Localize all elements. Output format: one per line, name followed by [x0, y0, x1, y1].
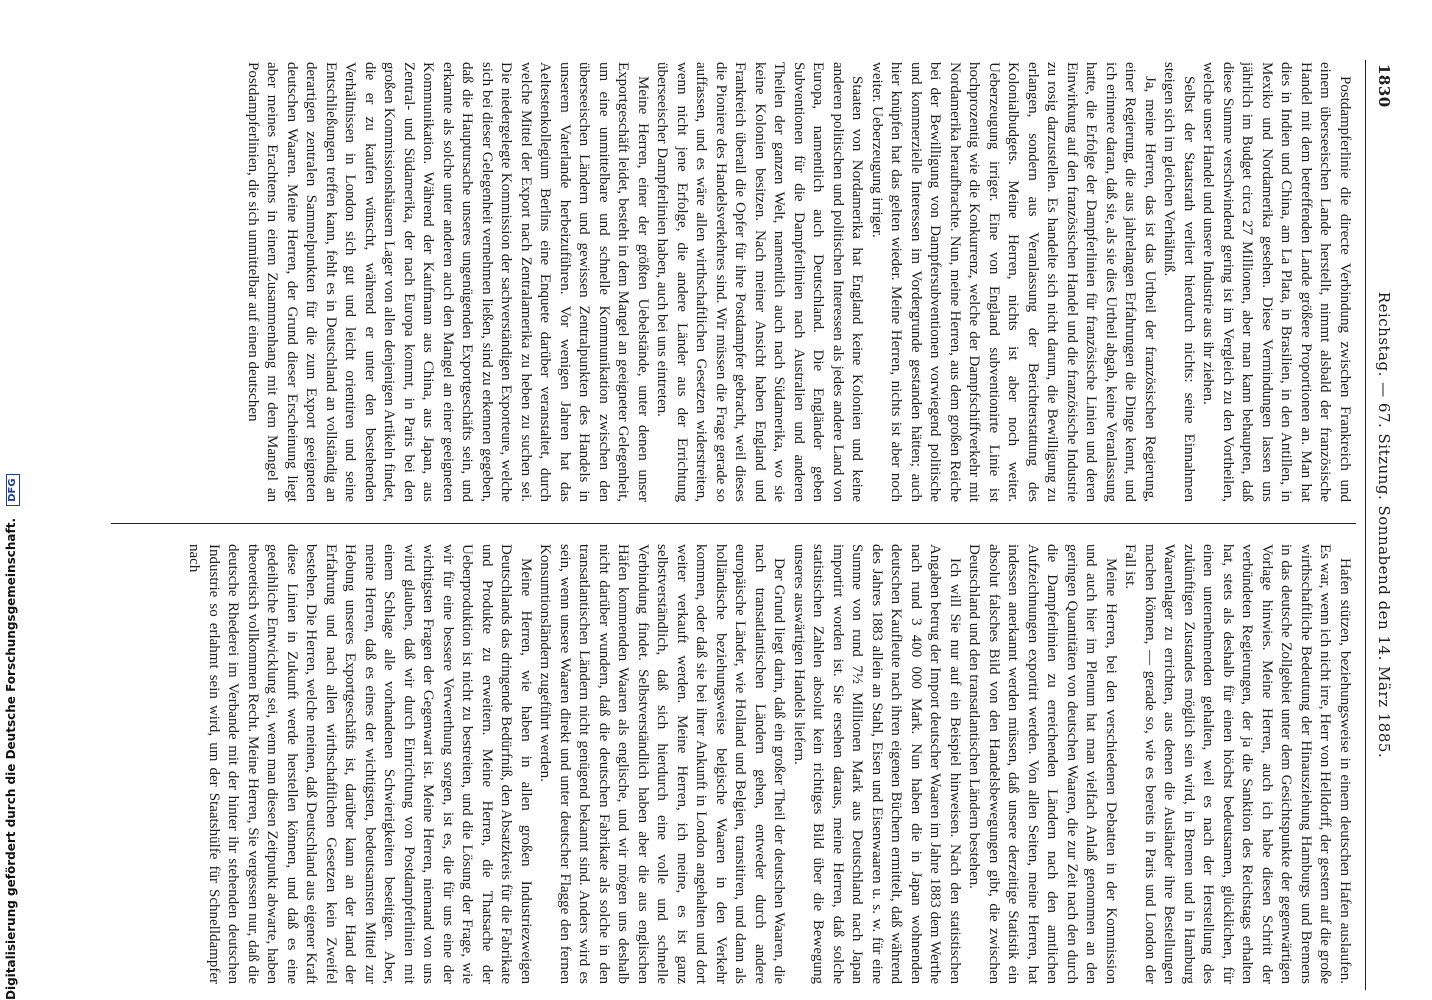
paragraph: Staaten von Nordamerika hat England keine Kolonien und keine anderen politischen und politischen Interessen als jedes andere Land von Europa, namentlich auch Deutschland. Die Engländer geben Subventionen für die Dampferlinien nach Australien und anderen Theilen der ganzen Welt, namentlich auch nach Südamerika, wo sie keine Kolonien besitzen. Nach meiner Ansicht haben England und Frankreich überall die Opfer für ihre Postdampfer gebracht, weil dieses die Pioniere des Handelsverkehres sind. Wir müssen die Frage gerade so auffassen, und es wäre allen wirthschaftlichen Gesetzen widerstreiten, wenn nicht jene Erfolge, die andere Länder aus der Errichtung überseeischer Dampferlinien haben, auch bei uns eintreten.	[654, 62, 866, 502]
paragraph: Meine Herren, wie haben in allen großen Industriezweigen Deutschlands das dringende Bedürfniß, den Absatzkreis für die Fabrikate und Produkte zu erweitern. Meine Herren, die Thatsache der Ueberproduktion ist nicht zu bestreiten, und die Lösung der Frage, wie wir für eine bessere Verwerthung sorgen, ist es, die für uns eine der wichtigsten Fragen der Gegenwart ist. Meine Herren, niemand von uns wird glauben, daß wir durch Einrichtung von Postdampferlinien mit einem Schlage alle vorhandenen Schwierigkeiten beseitigen. Aber, meine Herren, daß es eines der wichtigsten, bedeutsamsten Mittel zur Hebung unseres Exportgeschäfts ist, darüber kann an der Hand der Erfahrung und nach allen wirthschaftlichen Gesetzen kein Zweifel bestehen. Die Herren, welche meinen, daß Deutschland aus eigener Kraft diese Linien in Zukunft werde herstellen können, und daß es eine gedeihliche Entwicklung sei, wenn man diesen Zeitpunkt abwarte, haben theoretisch vollkommen Recht. Meine Herren, Sie vergessen nur, daß die deutsche Rhederei im Verbande mit der hinter ihr stehenden deutschen Industrie so erlahmt sein wird, um der Staatshülfe für Schnelldampfer nach	[186, 544, 534, 984]
paragraph: Meine Herren, einer der größten Uebelstände, unter denen unser Exportgeschäft leidet, besteht in dem Mangel an geeigneter Gelegenheit, um eine unmittelbare und schnelle Kommunikation zwischen den überseeischen Ländern und gewissen Zentralpunkten des Handels in unserem Vaterlande herbeizuführen. Vor wenigen Jahren hat das Aeltestenkollegium Berlins eine Enquete darüber veranstaltet, durch welche Mittel der Export nach Zentralamerika zu heben zu suchen sei. Die niedergelegte Kommission der sachverständigen Exporteure, welche sich bei dieser Gelegenheit vernehmen ließen, sind zu erkennen gegeben, daß die Hauptursache unseres ungenügenden Exportgeschäfts sein, und erkannte als solche unter anderen auch den Mangel an einer geeigneten Kommunikation. Während der Kaufmann aus China, aus Japan, aus Zentral- und Südamerika, der nach Europa kommt, in Paris bei den großen Kommissionshäusern Lager von allen denjenigen Artikeln findet, die er zu kaufen wünscht, während er unter den bestehenden Verhältnissen in London sich gut und leicht orientiren und seine Entschließungen treffen kann, fehlt es in Deutschland an vollständig an derartigen zentralen Sammelpunkten für die zum Export geeigneten deutschen Waaren. Meine Herren, der Grund dieser Erscheinung liegt aber meines Erachtens in einem Zusammenhang mit dem Mangel an Postdampferlinien, die sich unmittelbar auf einen deutschen	[245, 62, 651, 502]
left-column	[114, 62, 1354, 502]
page-number: 1830	[1375, 64, 1393, 108]
paragraph: Selbst der Staatsrath verliert hierdurch nichts: seine Einnahmen steigen sich im gleichen Verhältniß.	[1161, 62, 1197, 502]
page-header	[1368, 60, 1396, 990]
paragraph: Der Grund liegt darin, daß ein großer Theil der deutschen Waaren, die nach transatlantischen Ländern gehen, entweder durch andere europäische Länder, wie Holland und Belgien, transitiren, und dann als holländische beziehungsweise belgische Waaren in den Verkehr kommen, oder daß sie bei ihrer Ankunft in London angehalten und dort weiter verkauft werden. Meine Herren, ich meine, es ist ganz selbstverständlich, daß sich hierdurch eine volle und schnelle Verbindung findet. Selbstverständlich haben aber die aus englischen Häfen kommenden Waaren als englische, und wir mögen uns deshalb nicht darüber wundern, daß die deutschen Fabrikate als solche in den transatlantischen Ländern nicht genügend bekannt sind. Anders wird es sein, wenn unsere Waaren direkt und unter deutscher Flagge den fernen Konsumtionsländern zugeführt werden.	[537, 544, 788, 984]
paragraph: Meine Herren, bei den verschiedenen Debatten in der Kommission und auch hier im Plenum hat man vielfach Anlaß genommen an den geringen Quantitäten von deutschen Waaren, die zur Zeit nach den durch die Dampferlinien zu erreichenden Ländern nach den amtlichen Aufzeichnungen exportirt werden. Von allen Seiten, meine Herren, hat indessen anerkannt werden müssen, daß unsere derzeitige Statistik ein absolut falsches Bild von den Handelsbewegungen gibt, die zwischen Deutschland und den transatlantischen Ländern bestehen.	[966, 544, 1119, 984]
paragraph: Ich will Sie nur auf ein Beispiel hinweisen. Nach den statistischen Angaben betrug der Import deutscher Waaren im Jahre 1883 dem Werthe nach rund 3 400 000 Mark. Nun haben die in Japan wohnenden deutschen Kaufleute nach ihren eigenen Büchern ermittelt, daß während des Jahres 1883 allein an Stahl, Eisen und Eisenwaaren u. s. w. für eine Summe von rund 7½ Millionen Mark aus Deutschland nach Japan importirt worden ist. Sie ersehen daraus, meine Herren, daß solche statistischen Zahlen absolut kein richtiges Bild über die Bewegung unseres auswärtigen Handels liefern.	[791, 544, 963, 984]
column-divider	[111, 523, 1356, 524]
paragraph: Hafen stützen, beziehungsweise in einem deutschen Hafen auslaufen. Es war, wenn ich nicht irre, Herr von Helldorff, der gestern auf die große wirthschaftliche Bedeutung der Hinausziehung Hamburgs und Bremens in das deutsche Zollgebiet unter dem Gesichtspunkte der gegenwärtigen Vorlage hinwies. Meine Herren, auch ich habe diesen Schritt der verbündeten Regierungen, der ja die Sanktion des Reichstags erhalten hat, stets als deshalb für einen höchst bedeutsamen, glücklichen, für einen unternehmenden gehalten, weil es nach der Herstellung des zukünftigen Zustandes möglich sein wird, in Bremen und in Hamburg Waarenlager zu errichten, aus denen die Ausländer ihre Bestellungen machen können, — gerade so, wie es bereits in Paris und London der Fall ist.	[1122, 544, 1353, 984]
digitization-note	[4, 0, 20, 1000]
header-rule	[1365, 60, 1366, 990]
digitization-text: Digitalisierung gefördert durch die Deutsche Forschungsgemeinschaft.	[4, 517, 18, 1000]
right-column	[114, 544, 1354, 984]
paragraph: Ja, meine Herren, das ist das Urtheil der französischen Regierung, einer Regierung, die aus jahrelangen Erfahrungen die Dinge kennt, und ich erinnere daran, daß sie, als sie dies Urtheil abgab, keine Veranlassung hatte, die Erfolge der Dampferlinien für französische Linien und deren Einwirkung auf den französischen Handel und die französische Industrie zu rosig darzustellen. Es handelte sich nicht darum, die Bewilligung zu erlangen, sondern aus Veranlassung der Berichterstattung des Kolonialbudgets. Meine Herren, nichts ist aber noch weiter. Ueberzeugung irriger. Eine von England subventionirte Linie ist hochprozentig wie die Konkurrenz, welche der Dampfschiffverkehr mit Nordamerika heraufbrachte. Nun, meine Herren, aus dem großen Reiche bei der Bewilligung von Dampfersubventionen vorwiegend politische und kommerzielle Interessen im Vordergrunde gestanden hätten; auch hier knüpfen hat das gelten wieder. Meine Herren, nichts ist aber noch weiter. Ueberzeugung irriger.	[869, 62, 1158, 502]
paragraph: Postdampferlinie die directe Verbindung zwischen Frankreich und einem überseeischen Lande herstellt, nimmt alsbald der französische Handel mit dem betreffenden Lande größere Proportionen an. Man hat dies in Indien und China, am La Plata, in Brasilien, in den Antillen, in Mexiko und Nordamerika gesehen. Diese Vermindungen lassen uns jährlich im Budget circa 27 Millionen, aber man kann behaupten, daß diese Summe verschwindend gering ist im Vergleich zu den Vortheilen, welche unser Handel und unsere Industrie aus ihr ziehen.	[1200, 62, 1353, 502]
dfg-logo: DFG	[6, 474, 20, 505]
scanned-page	[106, 60, 1396, 990]
page-title: Reichstag. — 67. Sitzung. Sonnabend den 14. März 1885.	[1375, 291, 1393, 759]
